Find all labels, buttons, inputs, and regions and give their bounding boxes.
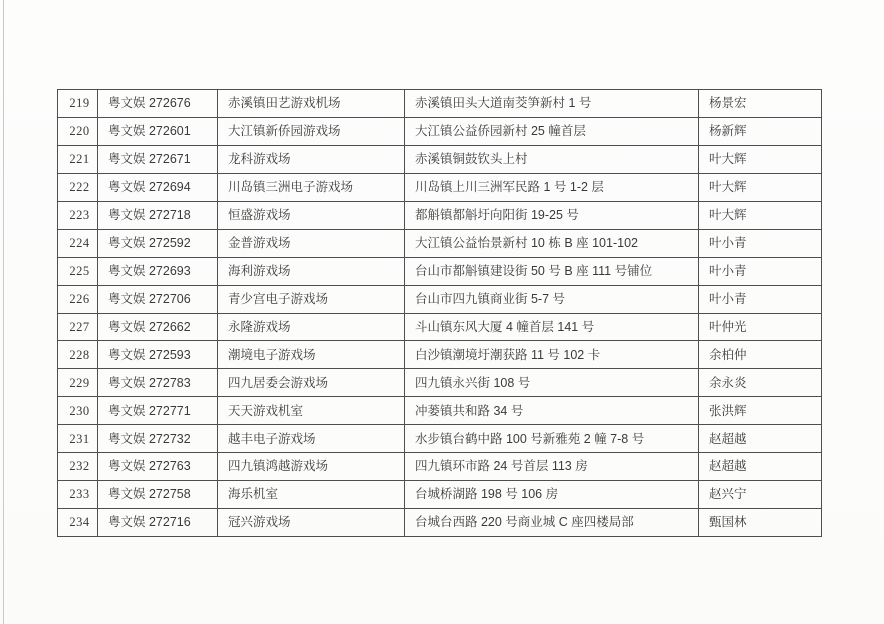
cell-license-no: 粤文娱 272676: [98, 90, 218, 118]
cell-address: 川岛镇上川三洲军民路 1 号 1-2 层: [405, 173, 699, 201]
cell-venue-name: 四九镇鸿越游戏场: [218, 453, 405, 481]
cell-address: 台城桥湖路 198 号 106 房: [405, 481, 699, 509]
cell-row-number: 221: [58, 145, 98, 173]
cell-row-number: 223: [58, 201, 98, 229]
cell-row-number: 222: [58, 173, 98, 201]
cell-license-no: 粤文娱 272758: [98, 481, 218, 509]
cell-address: 四九镇永兴街 108 号: [405, 369, 699, 397]
cell-venue-name: 恒盛游戏场: [218, 201, 405, 229]
cell-address: 冲蒌镇共和路 34 号: [405, 397, 699, 425]
table-row: [58, 173, 822, 201]
cell-license-no: 粤文娱 272706: [98, 285, 218, 313]
cell-person-name: 赵兴宁: [699, 481, 822, 509]
table-row: [58, 453, 822, 481]
cell-venue-name: 赤溪镇田艺游戏机场: [218, 90, 405, 118]
table-row: [58, 481, 822, 509]
cell-row-number: 229: [58, 369, 98, 397]
table-row: [58, 425, 822, 453]
table-row: [58, 117, 822, 145]
cell-address: 都斛镇都斛圩向阳街 19-25 号: [405, 201, 699, 229]
cell-address: 斗山镇东风大厦 4 幢首层 141 号: [405, 313, 699, 341]
table-row: [58, 285, 822, 313]
cell-person-name: 叶大辉: [699, 173, 822, 201]
venues-table: [57, 89, 822, 537]
cell-license-no: 粤文娱 272771: [98, 397, 218, 425]
cell-license-no: 粤文娱 272693: [98, 257, 218, 285]
cell-row-number: 226: [58, 285, 98, 313]
table-row: [58, 397, 822, 425]
cell-person-name: 叶大辉: [699, 145, 822, 173]
cell-venue-name: 潮境电子游戏场: [218, 341, 405, 369]
cell-person-name: 赵超越: [699, 453, 822, 481]
cell-person-name: 杨景宏: [699, 90, 822, 118]
table-row: [58, 229, 822, 257]
cell-venue-name: 越丰电子游戏场: [218, 425, 405, 453]
cell-row-number: 225: [58, 257, 98, 285]
cell-venue-name: 海乐机室: [218, 481, 405, 509]
cell-row-number: 224: [58, 229, 98, 257]
cell-license-no: 粤文娱 272716: [98, 509, 218, 537]
table-row: [58, 509, 822, 537]
cell-license-no: 粤文娱 272718: [98, 201, 218, 229]
cell-person-name: 余永炎: [699, 369, 822, 397]
cell-venue-name: 金普游戏场: [218, 229, 405, 257]
cell-row-number: 232: [58, 453, 98, 481]
cell-address: 赤溪镇铜鼓钦头上村: [405, 145, 699, 173]
cell-address: 大江镇公益怡景新村 10 栋 B 座 101-102: [405, 229, 699, 257]
cell-license-no: 粤文娱 272592: [98, 229, 218, 257]
cell-venue-name: 天天游戏机室: [218, 397, 405, 425]
table-row: [58, 341, 822, 369]
cell-person-name: 张洪辉: [699, 397, 822, 425]
cell-license-no: 粤文娱 272601: [98, 117, 218, 145]
cell-address: 赤溪镇田头大道南茭笋新村 1 号: [405, 90, 699, 118]
cell-person-name: 叶小青: [699, 285, 822, 313]
cell-venue-name: 川岛镇三洲电子游戏场: [218, 173, 405, 201]
cell-person-name: 叶小青: [699, 257, 822, 285]
cell-address: 台山市都斛镇建设街 50 号 B 座 111 号铺位: [405, 257, 699, 285]
cell-license-no: 粤文娱 272732: [98, 425, 218, 453]
cell-venue-name: 四九居委会游戏场: [218, 369, 405, 397]
cell-person-name: 甄国林: [699, 509, 822, 537]
cell-license-no: 粤文娱 272662: [98, 313, 218, 341]
cell-address: 台城台西路 220 号商业城 C 座四楼局部: [405, 509, 699, 537]
cell-venue-name: 龙科游戏场: [218, 145, 405, 173]
table-row: [58, 257, 822, 285]
cell-row-number: 219: [58, 90, 98, 118]
cell-address: 大江镇公益侨园新村 25 幢首层: [405, 117, 699, 145]
cell-row-number: 231: [58, 425, 98, 453]
table-row: [58, 90, 822, 118]
cell-venue-name: 永隆游戏场: [218, 313, 405, 341]
table-row: [58, 313, 822, 341]
cell-person-name: 赵超越: [699, 425, 822, 453]
cell-license-no: 粤文娱 272593: [98, 341, 218, 369]
table-row: [58, 369, 822, 397]
cell-venue-name: 海利游戏场: [218, 257, 405, 285]
cell-person-name: 叶仲光: [699, 313, 822, 341]
cell-license-no: 粤文娱 272694: [98, 173, 218, 201]
cell-row-number: 234: [58, 509, 98, 537]
table-row: [58, 145, 822, 173]
cell-row-number: 220: [58, 117, 98, 145]
cell-license-no: 粤文娱 272783: [98, 369, 218, 397]
table-row: [58, 201, 822, 229]
cell-person-name: 叶小青: [699, 229, 822, 257]
cell-person-name: 叶大辉: [699, 201, 822, 229]
cell-address: 四九镇环市路 24 号首层 113 房: [405, 453, 699, 481]
cell-address: 白沙镇潮境圩潮获路 11 号 102 卡: [405, 341, 699, 369]
cell-row-number: 233: [58, 481, 98, 509]
cell-license-no: 粤文娱 272763: [98, 453, 218, 481]
page-edge-line: [3, 0, 4, 624]
venues-table-body: [58, 90, 822, 537]
cell-venue-name: 冠兴游戏场: [218, 509, 405, 537]
cell-row-number: 227: [58, 313, 98, 341]
cell-address: 台山市四九镇商业街 5-7 号: [405, 285, 699, 313]
cell-venue-name: 大江镇新侨园游戏场: [218, 117, 405, 145]
cell-address: 水步镇台鹤中路 100 号新雅苑 2 幢 7-8 号: [405, 425, 699, 453]
cell-person-name: 杨新辉: [699, 117, 822, 145]
cell-license-no: 粤文娱 272671: [98, 145, 218, 173]
cell-person-name: 余柏仲: [699, 341, 822, 369]
cell-row-number: 230: [58, 397, 98, 425]
cell-row-number: 228: [58, 341, 98, 369]
cell-venue-name: 青少宫电子游戏场: [218, 285, 405, 313]
